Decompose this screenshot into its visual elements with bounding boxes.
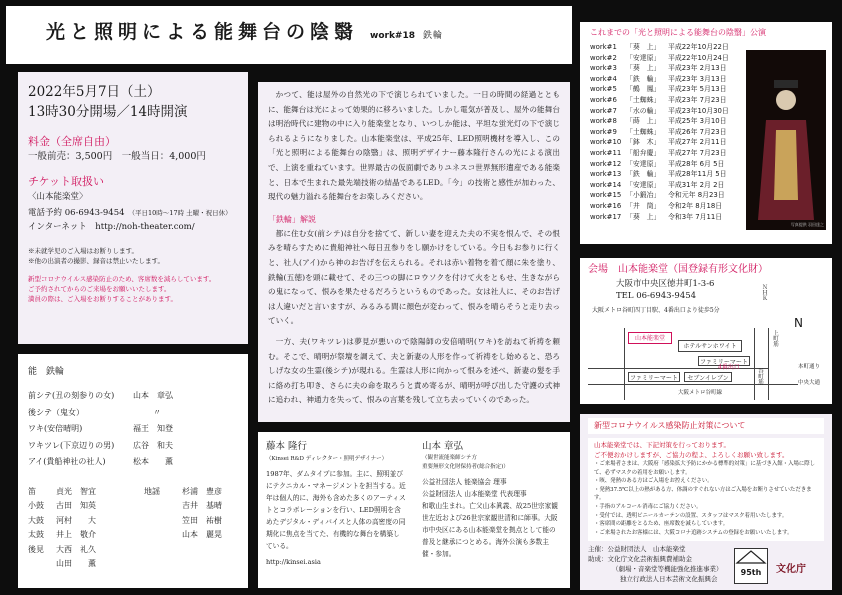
phone-hours: （平日10時〜17時 土曜・祝日休） (128, 209, 232, 217)
history-work-number: work#9 (590, 127, 617, 136)
covid-note-line: ご予約されてからのご来場をお願いいたします。 (28, 285, 171, 293)
intro-paragraph: かつて、能は屋外の自然光の下で演じられていました。一日の時間の経過とともに、能舞台は光によって効果的に移ろいました。しかし電気が普及し、屋外の能舞台は明治時代に建物の中に入り能楽堂となり、いつしか能は、平坦な蛍光灯の下で演じられるようになりました。山本能楽堂は、平成25年、LED照明機材を導入し、この「光と照明による能舞台の陰翳」は、照明デザイナー藤本隆行さんの光による演出で、上演を重ねています。世界最古の仮面劇でありユネスコ世界無形遺産である能楽と、日本で生まれた最先端技術の結晶であるLED。「今」の技術と感性が加わった、現代の魅力溢れる能舞台をお楽しみください。 (268, 90, 560, 202)
history-work-number: work#11 (590, 148, 622, 157)
venue-access: 大阪メトロ谷町四丁目駅、4番出口より徒歩5分 (592, 307, 720, 314)
history-work-number: work#12 (590, 159, 622, 168)
north-arrow-icon: N (794, 316, 803, 330)
venue-panel (580, 258, 832, 404)
cast-role: アイ(貴船神社の社人) (28, 457, 106, 466)
note-line: ※未就学児のご入場はお断りします。 (28, 247, 138, 255)
cast-name: 広谷 和夫 (133, 440, 173, 450)
history-work-number: work#16 (590, 201, 622, 210)
profile-yamamoto (414, 432, 570, 588)
history-work-number: work#5 (590, 85, 617, 94)
logo-95-text: 95th (740, 568, 762, 577)
introduction-panel (258, 82, 570, 422)
covid-note-line: 満員の際は、ご入場をお断りすることがあります。 (28, 295, 177, 303)
history-date: 令和元年 8月23日 (668, 191, 725, 200)
title-bar (6, 6, 572, 64)
cast-row (28, 454, 238, 471)
covid-items-list (594, 460, 818, 537)
cast-role: 前シテ(丑の刻参りの女) (28, 391, 115, 400)
history-play: 「安達原」 (626, 159, 661, 168)
map-road-tanimachi: 谷町筋 (757, 368, 763, 385)
music-name: 大西 礼久 (56, 544, 96, 554)
history-play: 「小鍛冶」 (626, 191, 661, 200)
cast-role: 後シテ（鬼女） (28, 407, 84, 417)
covid-item: ・客席間の距離をとるため、座席数を減らしています。 (594, 521, 729, 528)
title-main: 光と照明による能舞台の陰翳 (46, 21, 359, 43)
support-line: 助成：文化庁文化芸術振興費補助金 (588, 555, 692, 563)
history-play: 「鉄 輪」 (626, 74, 661, 83)
support-line: （劇場・音楽堂等機能強化推進事業） (612, 565, 723, 573)
history-play: 「鉢 木」 (626, 138, 661, 147)
profile-name: 山本 章弘 (422, 441, 464, 452)
history-play: 「土蜘蛛」 (626, 127, 661, 136)
music-role (144, 514, 182, 529)
history-date: 平成31年 2月 2日 (668, 180, 725, 189)
covid-intro: 山本能楽堂では、下記対策を行っております。 ご不便おかけしますが、ご協力の程よ、よろしくお願い致します。 (594, 441, 789, 459)
cast-row (28, 438, 238, 455)
history-work-number: work#6 (590, 95, 617, 104)
map-hotel: ホテルサンホワイト (678, 340, 742, 352)
map-famima-1: ファミリーマート (698, 356, 750, 366)
phone-label: 電話予約 06-6943-9454 (28, 208, 125, 218)
music-row (28, 485, 238, 500)
music-row (28, 543, 238, 558)
map-station: 大阪メトロ谷町線 (678, 390, 723, 396)
history-date: 平成23年 7月23日 (668, 95, 727, 104)
history-play: 「船弁慶」 (626, 148, 661, 157)
performance-date: 2022年5月7日（土） (28, 84, 161, 100)
music-role: 後見 (28, 544, 44, 554)
cast-role: ワキツレ(下京辺りの男) (28, 440, 115, 450)
note-line: ※他の出演者の撮影、録音は禁止いたします。 (28, 257, 164, 265)
music-name: 山本 麗晃 (182, 530, 222, 540)
noh-performer-photo (746, 50, 826, 230)
history-date: 平成28年 6月 5日 (668, 159, 725, 168)
history-work-number: work#1 (590, 43, 617, 51)
history-work-number: work#2 (590, 53, 617, 62)
history-date: 平成22年10月24日 (668, 53, 729, 62)
synopsis-paragraph: 一方、夫(ワキツレ)は夢見が悪いので陰陽師の安倍晴明(ワキ)を訪ねて祈祷を頼む。そこで、晴明が祭壇を調えて、夫と新妻の人形を作って祈祷をし始めると、恐ろしげな女の生霊(後シテ)が現れる。生霊は人形に向かって恨みを述べ、新妻の髪を手に絡め打ち叩き、さらに夫の命を取ろうと責め寄るが、晴明が呼び出した守護の式神に追われ、神通力を失って、恨みの言葉を残して立ち去っていくのであった。 (268, 336, 560, 405)
fee-heading: 料金（全席自由） (28, 135, 116, 148)
fee-line: 一般前売：3,500円 一般当日：4,000円 (28, 151, 206, 162)
covid-item: ・ご来場者さまは、大阪府「感染拡大予防にかかる標準的対策」に基づき入館・入場に際して、必ずマスクの着用をお願いします。 (594, 461, 816, 476)
cast-row (28, 388, 238, 405)
covid-item: ・咳、発熱のある方はご入場をお控えください。 (594, 478, 713, 485)
history-work-number: work#7 (590, 106, 617, 115)
history-play: 「水の輪」 (626, 106, 661, 115)
profile-bio: 1987年、ダムタイプに参加。主に、照明並びにテクニカル・マネージメントを担当する。近年は個人的に、海外も含めた多くのアーティストとコラボレーションを行い、LED照明を含めたデジタル・ディバイスと人体の高密度の同期化に焦点を当てた、有機的な舞台を構築している。 (266, 470, 406, 550)
synopsis-heading: 「鉄輪」解説 (268, 214, 316, 224)
venue-label: 会場 (588, 264, 608, 275)
history-work-number: work#10 (590, 138, 622, 147)
organizer: 主催：公益財団法人 山本能楽堂 (588, 545, 686, 553)
history-play: 「鵺 鳳」 (626, 85, 661, 94)
history-date: 平成28年11月 5日 (668, 170, 727, 179)
history-work-number: work#8 (590, 117, 617, 126)
covid-item: ・発熱37.5℃以上の熱がある方、体調のすぐれない方はご入場をお断りさせていただきます。 (594, 486, 812, 502)
history-play: 「安達原」 (626, 180, 661, 189)
cast-name: 山本 章弘 (133, 391, 173, 400)
cast-row (28, 421, 238, 438)
music-role: 太鼓 (28, 530, 44, 540)
history-date: 平成26年 7月23日 (668, 127, 727, 136)
anniversary-95-logo (734, 548, 768, 584)
title-play-name: 鉄輪 (423, 31, 444, 41)
music-role: 地謡 (144, 486, 160, 496)
map-nhk: ＮＨＫ (761, 284, 767, 301)
history-date: 平成27年 7月23日 (668, 148, 727, 157)
profile-bio: 公益社団法人 能楽協会 理事 公益財団法人 山本能楽堂 代表理事 和歌山生まれ。亡父山本眞義、故25世宗家観世左近および26世宗家観世清和に師事。大阪市中央区にある山本能楽堂を拠点として能の普及と継承につとめる。海外公演も多数主催・参加。 (422, 478, 558, 558)
history-date: 平成25年 3月10日 (668, 117, 727, 126)
history-date: 平成23年 5月13日 (668, 85, 727, 94)
music-row (28, 499, 238, 514)
music-role: 小鼓 (28, 501, 44, 511)
cast-name: 福王 知登 (133, 424, 173, 433)
cast-panel (18, 354, 248, 588)
map-famima-2: ファミリーマート (628, 372, 680, 382)
covid-measures-panel (580, 414, 832, 590)
covid-item: ・ご来場されたお客様には、大阪コロナ追跡システムの登録をお願いいたします。 (594, 529, 793, 536)
music-name: 河村 大 (56, 515, 96, 525)
profile-title: （観世流能楽師シテ方 重要無形文化財保持者(総合指定)） (422, 455, 509, 470)
covid-note-line: 新型コロナウイルス感染防止のため、客席数を減らしています。 (28, 275, 216, 283)
history-play: 「蒔 上」 (626, 117, 661, 126)
history-play: 「鉄 輪」 (626, 170, 661, 179)
profile-fujimoto (258, 432, 414, 588)
map-exit-4: 4番出口 (718, 364, 740, 371)
history-play: 「土蜘蛛」 (626, 95, 661, 104)
music-name: 古田 知英 (56, 501, 96, 511)
photo-credit: 写真提供 羽田達之 (790, 222, 824, 227)
history-date: 令和3年 7月11日 (668, 212, 723, 221)
profile-name: 藤本 隆行 (266, 441, 308, 452)
bunkacho-logo: 文化庁 (776, 564, 806, 575)
title-work-number: work#18 (370, 31, 416, 41)
ticket-heading: チケット取扱い (28, 175, 105, 188)
music-role (144, 528, 182, 543)
music-role (144, 499, 182, 514)
history-date: 平成23年 2月13日 (668, 64, 727, 73)
history-work-number: work#15 (590, 191, 622, 200)
map-seven-eleven: セブンイレブン (684, 372, 732, 382)
music-row (28, 528, 238, 543)
music-row (28, 557, 238, 572)
music-name: 杉浦 豊彦 (182, 486, 222, 496)
history-date: 平成27年 2月11日 (668, 138, 727, 147)
music-name: 吉井 基晴 (182, 501, 222, 511)
cast-name: 〃 (153, 407, 161, 417)
page-title (46, 10, 572, 58)
history-work-number: work#4 (590, 74, 617, 83)
history-date: 平成23年 3月13日 (668, 74, 727, 83)
map-road-uemachi: 上町筋 (772, 330, 778, 347)
synopsis-paragraph: 都に住む女(前シテ)は自分を捨てて、新しい妻を迎えた夫の不実を恨んで、その恨みを晴らすために貴船神社へ毎日丑参りをし願かけをしている。今日もお参りに行くと、社人(アイ)から神のお告げを伝えられる。それは赤い着物を着て顔に朱を塗り、鉄輪(五徳)を頭に載せて、その三つの脚にロウソクを付けて火をともせ、生きながらの鬼になって、恨みを果たせるだろうというものであった。女は社人に、そのお告げは人違いだと言いますが、みるみる間に顔色が変わって、恨みを晴らそうと走り去っていく。 (268, 228, 560, 326)
history-work-number: work#17 (590, 212, 622, 221)
history-work-number: work#13 (590, 170, 622, 179)
venue-name: 山本能楽堂（国登録有形文化財） (618, 264, 768, 275)
ticket-org: 〈山本能楽堂〉 (28, 192, 88, 202)
history-heading: これまでの「光と照明による能舞台の陰翳」公演 (590, 28, 766, 37)
history-date: 令和2年 8月18日 (668, 201, 723, 210)
map-road-honmachi: 本町通り (798, 364, 821, 370)
history-date: 平成22年10月22日 (668, 43, 729, 51)
history-play: 「葵 上」 (626, 212, 661, 221)
venue-tel: TEL 06-6943-9454 (616, 291, 697, 301)
music-role: 大鼓 (28, 515, 44, 525)
cast-name: 松本 薫 (133, 457, 173, 466)
history-date: 平成23年10月30日 (668, 106, 729, 115)
history-play: 「葵 上」 (626, 43, 661, 51)
music-row (28, 514, 238, 529)
history-play: 「葵 上」 (626, 64, 661, 73)
internet-link[interactable]: インターネット http://noh-theater.com/ (28, 222, 195, 232)
history-work-number: work#3 (590, 64, 617, 73)
music-name: 井上 敬介 (56, 530, 96, 540)
music-role: 笛 (28, 486, 36, 496)
music-name: 笠田 祐樹 (182, 515, 222, 525)
map-theater: 山本能楽堂 (628, 332, 672, 344)
venue-address: 大阪市中央区徳井町1-3-6 (616, 279, 715, 289)
history-work-number: work#14 (590, 180, 622, 189)
music-name: 貞光 智宜 (56, 486, 96, 496)
cast-heading: 能 鉄輪 (28, 367, 65, 377)
performance-info-panel (18, 72, 248, 344)
history-play: 「井 筒」 (626, 201, 661, 210)
support-line: 独立行政法人日本芸術文化振興会 (620, 575, 718, 583)
performance-time: 13時30分開場／14時開演 (28, 104, 188, 120)
cast-role: ワキ(安倍晴明) (28, 424, 83, 433)
map-road-chuo: 中央大通 (798, 380, 821, 386)
music-role (28, 557, 56, 572)
covid-item: ・受付では、透明ビニールカーテンの設置、スタッフはマスク着用いたします。 (594, 512, 788, 519)
performance-history-panel (580, 22, 832, 244)
music-name: 山田 薫 (56, 559, 96, 569)
profile-title: （Kinsei R&D ディレクター・照明デザイナー） (266, 456, 388, 462)
covid-heading: 新型コロナウイルス感染防止対策について (588, 418, 824, 434)
cast-row (28, 405, 238, 422)
profile-url[interactable]: http://kinsei.asia (266, 558, 321, 566)
history-play: 「安達原」 (626, 53, 661, 62)
covid-item: ・手指のアルコール消毒にご協力ください。 (594, 503, 702, 510)
